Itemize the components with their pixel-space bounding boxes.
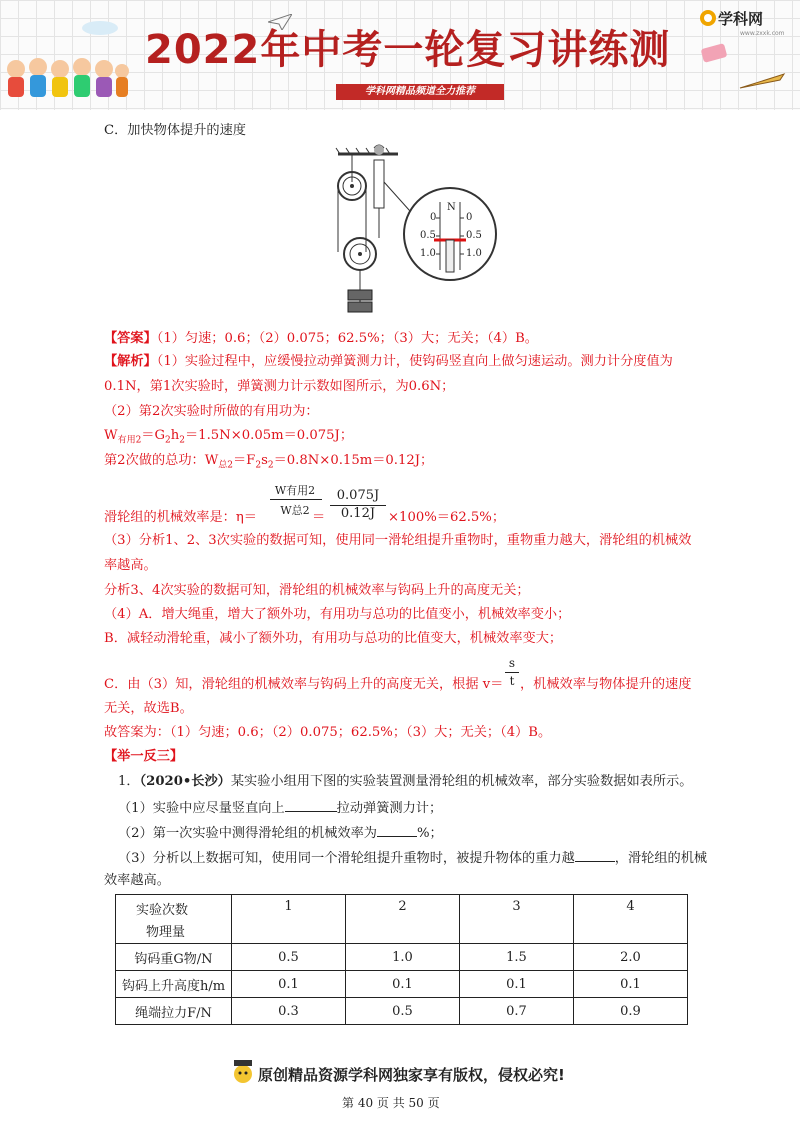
cloud-decoration xyxy=(80,16,120,40)
children-illustration xyxy=(4,55,129,101)
g-subscript: 2 xyxy=(165,435,171,446)
s-subscript: 2 xyxy=(267,460,274,471)
table-col-header: 2 xyxy=(346,895,460,944)
table-cell: 0.3 xyxy=(232,998,346,1025)
fraction2-denominator: 0.12J xyxy=(340,506,376,521)
w-total-subscript: 总2 xyxy=(218,460,233,471)
question-source: （2020•长沙） xyxy=(139,774,231,789)
section-heading: 【举一反三】 xyxy=(104,749,184,764)
analysis-text-1: （1）实验过程中，应缓慢拉动弹簧测力计，使钩码竖直向上做匀速运动。测力计分度值为 xyxy=(156,354,673,369)
table-cell: 0.1 xyxy=(232,971,346,998)
page-title: 2022年中考一轮复习讲练测 xyxy=(145,27,671,73)
v-numerator: s xyxy=(508,656,516,670)
analysis-line-7: （3）分析1、2、3次实验的数据可知，使用同一滑轮组提升重物时，重物重力越大，滑轮组的机械效 xyxy=(104,533,692,548)
header-bottom-label: 物理量 xyxy=(146,925,186,940)
question-part-1 xyxy=(118,799,442,818)
gauge-tick-left-05: 0.5 xyxy=(420,230,436,241)
eq-g: ＝G xyxy=(141,428,166,443)
table-col-header: 4 xyxy=(574,895,688,944)
table-row xyxy=(116,998,688,1025)
table-col-header: 1 xyxy=(232,895,346,944)
answer-text: （1）匀速；0.6；（2）0.075；62.5%；（3）大；无关；（4）B。 xyxy=(156,331,538,346)
part1-blank[interactable] xyxy=(285,799,337,812)
table-cell: 2.0 xyxy=(574,944,688,971)
fraction1-bar xyxy=(270,499,322,500)
question-text: 某实验小组用下图的实验装置测量滑轮组的机械效率，部分实验数据如表所示。 xyxy=(230,774,693,789)
row-label: 钩码重G物/N xyxy=(116,944,232,971)
h-subscript: 2 xyxy=(179,435,185,446)
analysis-line-8: 率越高。 xyxy=(104,558,157,573)
gauge-unit: N xyxy=(447,202,456,213)
w-subscript: 有用2 xyxy=(117,435,142,446)
table-row xyxy=(116,944,688,971)
eq-f: ＝F xyxy=(233,453,256,468)
question-stem xyxy=(118,773,692,791)
gauge-tick-right-05: 0.5 xyxy=(466,230,482,241)
table-cell: 0.1 xyxy=(460,971,574,998)
header-top-label: 实验次数 xyxy=(136,903,189,918)
part2-blank[interactable] xyxy=(377,824,417,837)
gauge-tick-right-10: 1.0 xyxy=(466,248,482,259)
site-logo-url: www.zxxk.com xyxy=(740,30,785,37)
analysis-line-1 xyxy=(104,353,673,371)
table-header-row xyxy=(116,895,688,944)
part1-text-b: 拉动弹簧测力计； xyxy=(336,801,443,816)
table-cell: 0.5 xyxy=(346,998,460,1025)
h-symbol: h xyxy=(170,428,180,443)
table-cell: 1.5 xyxy=(460,944,574,971)
header-subtitle: 学科网精品频道全力推荐 xyxy=(336,84,504,100)
analysis-line-14: 故答案为：（1）匀速；0.6；（2）0.075；62.5%；（3）大；无关；（4）B。 xyxy=(104,725,552,740)
eraser-icon xyxy=(700,42,730,68)
table-cell: 0.9 xyxy=(574,998,688,1025)
table-row xyxy=(116,971,688,998)
analysis-line-13: 无关，故选B。 xyxy=(104,701,193,716)
efficiency-equals: ＝ xyxy=(312,510,326,525)
fraction1-denominator: W总2 xyxy=(280,504,310,517)
analysis-line-3: （2）第2次实验时所做的有用功为： xyxy=(104,404,319,419)
table-cell: 0.7 xyxy=(460,998,574,1025)
table-cell: 0.1 xyxy=(346,971,460,998)
analysis-line-12b: ，机械效率与物体提升的速度 xyxy=(520,677,692,692)
fraction1-numerator: W有用2 xyxy=(274,484,316,497)
part3-text-a: （3）分析以上数据可知，使用同一个滑轮组提升重物时，被提升物体的重力越 xyxy=(118,851,575,866)
table-corner-cell xyxy=(116,895,232,944)
logo-icon xyxy=(698,8,718,32)
efficiency-prefix: 滑轮组的机械效率是：η＝ xyxy=(104,510,257,525)
w-symbol: W xyxy=(104,428,118,443)
pencil-icon xyxy=(738,72,788,96)
fraction2-numerator: 0.075J xyxy=(336,488,380,503)
analysis-label: 【解析】 xyxy=(104,354,157,369)
v-denominator: t xyxy=(509,674,515,688)
total-work-prefix: 第2次做的总功：W xyxy=(104,453,219,468)
v-fraction-bar xyxy=(505,672,519,673)
gauge-tick-left-10: 1.0 xyxy=(420,248,436,259)
analysis-line-11: B．减轻动滑轮重，减小了额外功，有用功与总功的比值变大，机械效率变大； xyxy=(104,631,563,646)
answer-line xyxy=(104,330,538,348)
part2-text-b: %； xyxy=(416,826,443,841)
row-label: 钩码上升高度h/m xyxy=(116,971,232,998)
analysis-line-4 xyxy=(104,427,353,450)
table-cell: 1.0 xyxy=(346,944,460,971)
table-cell: 0.1 xyxy=(574,971,688,998)
analysis-line-10: （4）A．增大绳重，增大了额外功，有用功与总功的比值变小，机械效率变小； xyxy=(104,607,571,622)
question-part-3 xyxy=(118,849,707,868)
option-c-text: C．加快物体提升的速度 xyxy=(104,123,246,138)
total-work-value: ＝0.8N×0.15m＝0.12J； xyxy=(273,453,434,468)
part1-text-a: （1）实验中应尽量竖直向上 xyxy=(118,801,285,816)
table-cell: 0.5 xyxy=(232,944,346,971)
page-number: 第 40 页 共 50 页 xyxy=(342,1096,440,1110)
analysis-line-2: 0.1N，第1次实验时，弹簧测力计示数如图所示，为0.6N； xyxy=(104,379,455,394)
gauge-tick-left-0: 0 xyxy=(430,212,437,223)
useful-work-value: ＝1.5N×0.05m＝0.075J； xyxy=(185,428,354,443)
table-col-header: 3 xyxy=(460,895,574,944)
answer-label: 【答案】 xyxy=(104,331,157,346)
question-part-2 xyxy=(118,824,443,843)
f-subscript: 2 xyxy=(255,460,262,471)
s-symbol: s xyxy=(261,453,268,468)
efficiency-suffix: ×100%＝62.5%； xyxy=(388,510,506,525)
gauge-tick-right-0: 0 xyxy=(466,212,473,223)
question-part-3-cont: 效率越高。 xyxy=(104,873,170,888)
mascot-icon xyxy=(230,1058,256,1090)
analysis-line-12a: C．由（3）知，滑轮组的机械效率与钩码上升的高度无关，根据 v＝ xyxy=(104,677,504,692)
part2-text-a: （2）第一次实验中测得滑轮组的机械效率为 xyxy=(118,826,377,841)
row-label: 绳端拉力F/N xyxy=(116,998,232,1025)
question-number: 1． xyxy=(118,774,140,789)
part3-blank[interactable] xyxy=(575,849,615,862)
site-logo[interactable]: 学科网 xyxy=(718,10,764,28)
analysis-line-9: 分析3、4次实验的数据可知，滑轮组的机械效率与钩码上升的高度无关； xyxy=(104,583,530,598)
data-table xyxy=(115,894,688,1025)
copyright-notice: 原创精品资源学科网独家享有版权，侵权必究! xyxy=(258,1066,565,1084)
part3-text-b: ，滑轮组的机械 xyxy=(614,851,708,866)
analysis-line-5 xyxy=(104,452,433,475)
